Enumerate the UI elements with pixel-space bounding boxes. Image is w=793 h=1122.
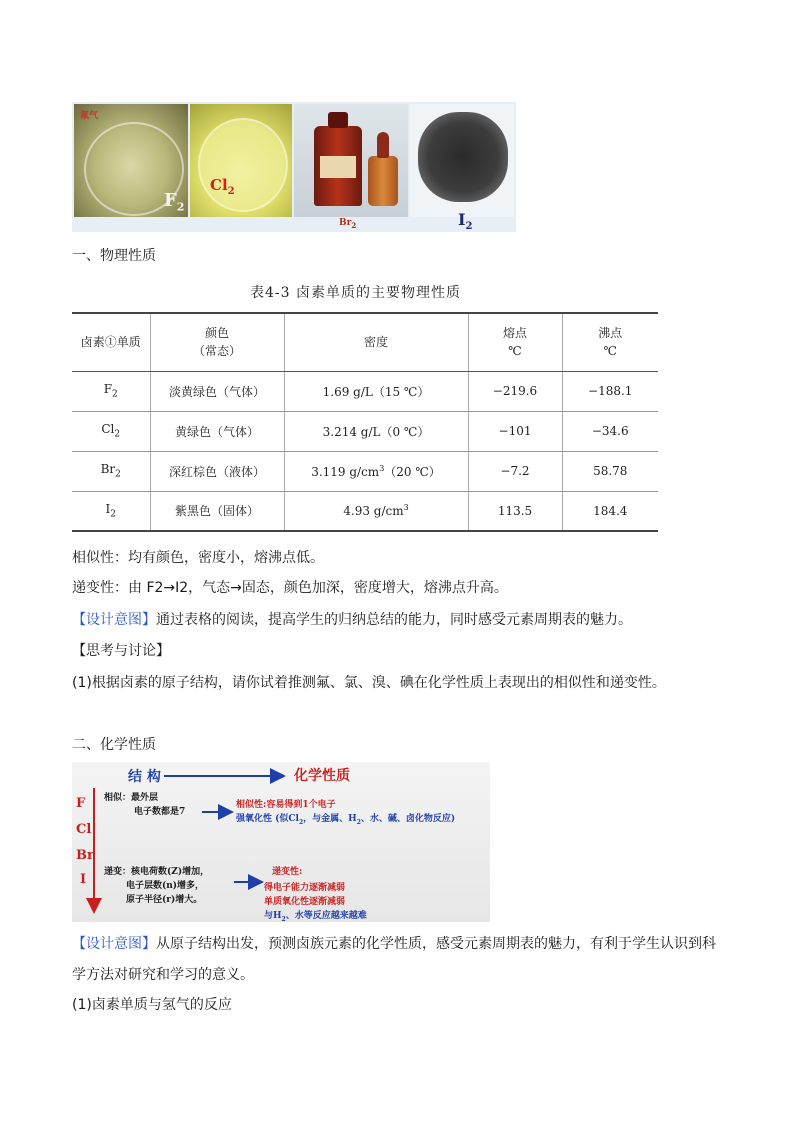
cell-bp: 58.78 [562, 451, 658, 491]
cell-bp: 184.4 [562, 491, 658, 531]
think-discuss-heading: 【思考与讨论】 [72, 643, 170, 659]
design-intent-2-line1: 【设计意图】从原子结构出发，预测卤族元素的化学性质，感受元素周期表的魅力，有利于学生认识到科 [72, 936, 716, 952]
design-intent-1: 【设计意图】通过表格的阅读，提高学生的归纳总结的能力，同时感受元素周期表的魅力。 [72, 612, 632, 628]
cell-mp: −101 [468, 411, 562, 451]
cell-mp: −219.6 [468, 371, 562, 411]
element-i: I [80, 872, 87, 887]
var-right-1: 得电子能力逐渐减弱 [264, 883, 346, 893]
structure-property-diagram [72, 762, 490, 922]
diagram-structure-label: 结 构 [128, 769, 161, 785]
section-physical-title: 一、物理性质 [72, 248, 156, 264]
var-right-0: 递变性: [272, 867, 303, 877]
header-color: 颜色 （常态） [150, 313, 284, 371]
table-caption: 表4-3 卤素单质的主要物理性质 [250, 285, 461, 301]
cell-bp: −188.1 [562, 371, 658, 411]
i2-photo-label: $I_2$ [458, 210, 473, 233]
var-left-2: 电子层数(n)增多， [126, 881, 205, 891]
cell-density: 1.69 g/L（15 ℃） [284, 371, 468, 411]
diagram-chem-label: 化学性质 [294, 768, 350, 784]
element-f: F [76, 796, 86, 811]
header-melting-point: 熔点 ℃ [468, 313, 562, 371]
var-right-3: 与$H_2$、水等反应越来越难 [264, 911, 367, 923]
sim-right-1: 相似性:容易得到1个电子 [236, 800, 336, 810]
var-left-3: 原子半径(r)增大。 [126, 895, 203, 905]
br2-photo-label: $Br_2$ [339, 218, 357, 230]
table-row [72, 491, 658, 531]
sim-left-2: 电子数都是7 [134, 807, 186, 817]
header-density: 密度 [284, 313, 468, 371]
element-br: Br [76, 848, 94, 863]
header-boiling-point: 沸点 ℃ [562, 313, 658, 371]
sim-right-2: 强氧化性 (似$Cl_2$，与金属、$H_2$、水、碱、卤化物反应) [236, 814, 456, 826]
question-1: (1)根据卤素的原子结构，请你试着推测氟、氯、溴、碘在化学性质上表现出的相似性和递变性。 [72, 675, 666, 691]
header-substance: 卤素①单质 [72, 313, 150, 371]
iodine-photo [410, 104, 514, 217]
bromine-photo [294, 104, 408, 217]
subsection-halogen-hydrogen: (1)卤素单质与氢气的反应 [72, 997, 232, 1013]
table-row [72, 371, 658, 411]
cell-mp: 113.5 [468, 491, 562, 531]
cell-density: 3.214 g/L（0 ℃） [284, 411, 468, 451]
chlorine-photo [190, 104, 292, 217]
var-left-1: 递变：核电荷数(Z)增加， [104, 867, 210, 877]
cl2-photo-label: $Cl_2$ [210, 176, 235, 197]
cell-mp: −7.2 [468, 451, 562, 491]
cell-density: 4.93 $g/cm^3$ [284, 491, 468, 531]
cell-color: 紫黑色（固体） [150, 491, 284, 531]
cell-name: $F_2$ [72, 371, 150, 411]
cell-bp: −34.6 [562, 411, 658, 451]
cell-name: $I_2$ [72, 491, 150, 531]
physical-properties-table [72, 312, 658, 532]
similarity-text: 相似性：均有颜色，密度小，熔沸点低。 [72, 550, 324, 566]
halogen-photos [72, 102, 516, 232]
cell-color: 深红棕色（液体） [150, 451, 284, 491]
element-cl: Cl [76, 822, 92, 837]
cell-color: 黄绿色（气体） [150, 411, 284, 451]
table-row [72, 451, 658, 491]
cell-density: 3.119 $g/cm^3(20$ ℃） [284, 451, 468, 491]
cell-name: $Br_2$ [72, 451, 150, 491]
gradation-text: 递变性：由 F2→I2，气态→固态，颜色加深，密度增大，熔沸点升高。 [72, 580, 508, 596]
f2-photo-label: $F_2$ [164, 190, 185, 214]
fluorine-tag: 氟气 [80, 111, 99, 121]
var-right-2: 单质氧化性逐渐减弱 [264, 897, 346, 907]
cell-color: 淡黄绿色（气体） [150, 371, 284, 411]
sim-left-1: 相似：最外层 [104, 793, 159, 803]
table-row [72, 411, 658, 451]
cell-name: $Cl_2$ [72, 411, 150, 451]
design-intent-2-line2: 学方法对研究和学习的意义。 [72, 967, 254, 983]
section-chemical-title: 二、化学性质 [72, 737, 156, 753]
table-header-row [72, 313, 658, 371]
